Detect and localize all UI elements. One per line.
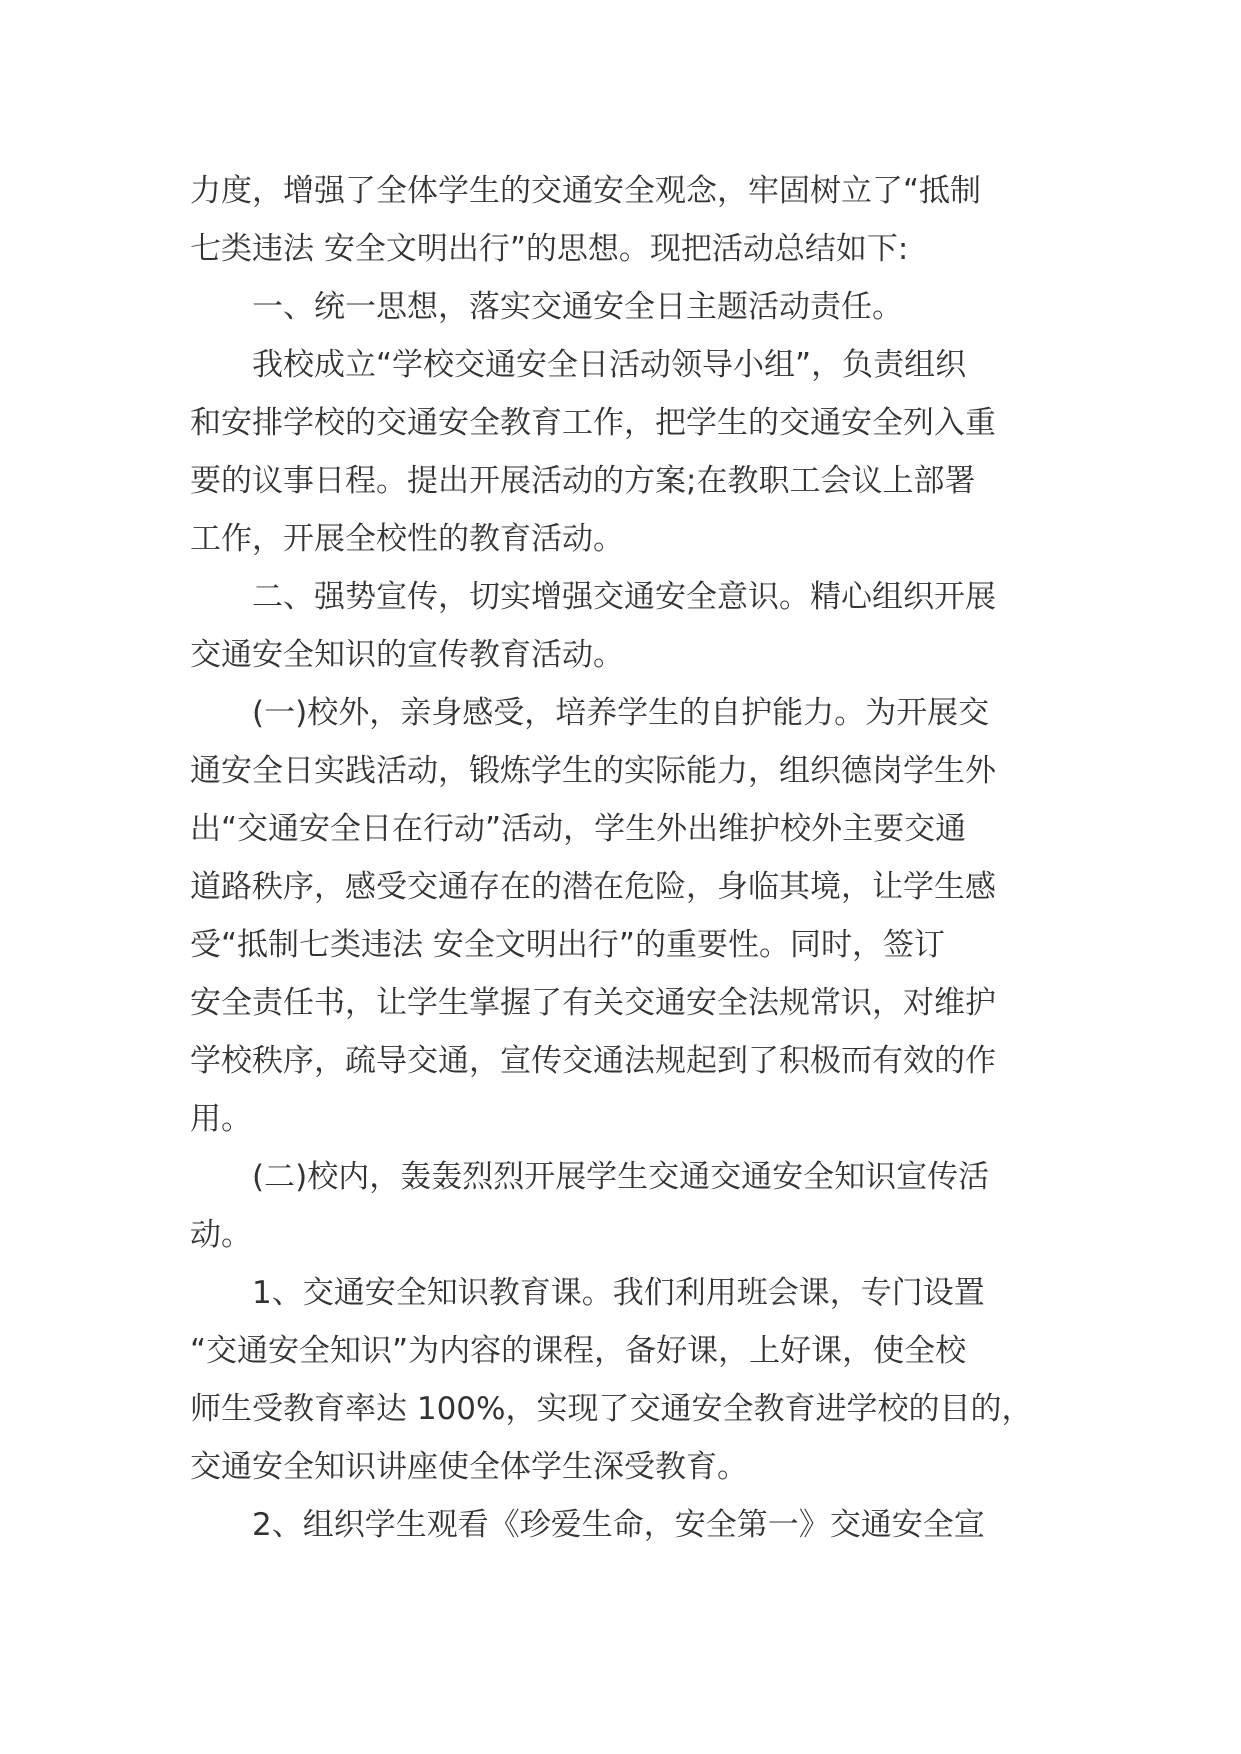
text-line: 和安排学校的交通安全教育工作，把学生的交通安全列入重 bbox=[190, 405, 996, 441]
section-heading: 一、统一思想，落实交通安全日主题活动责任。 bbox=[252, 289, 903, 325]
text-line: 出“交通安全日在行动”活动，学生外出维护校外主要交通 bbox=[190, 811, 967, 847]
text-line: 通安全日实践活动，锻炼学生的实际能力，组织德岗学生外 bbox=[190, 753, 996, 789]
text-line: 用。 bbox=[190, 1101, 252, 1137]
subsection-heading: (二)校内，轰轰烈烈开展学生交通交通安全知识宣传活 bbox=[252, 1159, 990, 1195]
text-line: 学校秩序，疏导交通，宣传交通法规起到了积极而有效的作 bbox=[190, 1043, 996, 1079]
text-line: 师生受教育率达 100%，实现了交通安全教育进学校的目的， bbox=[190, 1391, 1033, 1427]
text-line: 道路秩序，感受交通存在的潜在危险，身临其境，让学生感 bbox=[190, 869, 996, 905]
text-line: 要的议事日程。提出开展活动的方案;在教职工会议上部署 bbox=[190, 463, 976, 499]
text-line: 交通安全知识讲座使全体学生深受教育。 bbox=[190, 1449, 748, 1485]
text-line: 力度，增强了全体学生的交通安全观念，牢固树立了“抵制 bbox=[190, 173, 982, 209]
text-line: 受“抵制七类违法 安全文明出行”的重要性。同时，签订 bbox=[190, 927, 945, 963]
list-item: 1、交通安全知识教育课。我们利用班会课，专门设置 bbox=[252, 1275, 985, 1311]
text-line: 七类违法 安全文明出行”的思想。现把活动总结如下: bbox=[190, 231, 909, 267]
text-line: 工作，开展全校性的教育活动。 bbox=[190, 521, 624, 557]
document-body bbox=[190, 162, 1050, 1554]
text-line: 安全责任书，让学生掌握了有关交通安全法规常识，对维护 bbox=[190, 985, 996, 1021]
text-line: 我校成立“学校交通安全日活动领导小组”，负责组织 bbox=[252, 347, 967, 383]
text-line: 动。 bbox=[190, 1217, 252, 1253]
section-heading: 二、强势宣传，切实增强交通安全意识。精心组织开展 bbox=[252, 579, 996, 615]
subsection-heading: (一)校外，亲身感受，培养学生的自护能力。为开展交 bbox=[252, 695, 990, 731]
text-line: “交通安全知识”为内容的课程，备好课，上好课，使全校 bbox=[190, 1333, 967, 1369]
list-item: 2、组织学生观看《珍爱生命，安全第一》交通安全宣 bbox=[252, 1507, 985, 1543]
text-line: 交通安全知识的宣传教育活动。 bbox=[190, 637, 624, 673]
